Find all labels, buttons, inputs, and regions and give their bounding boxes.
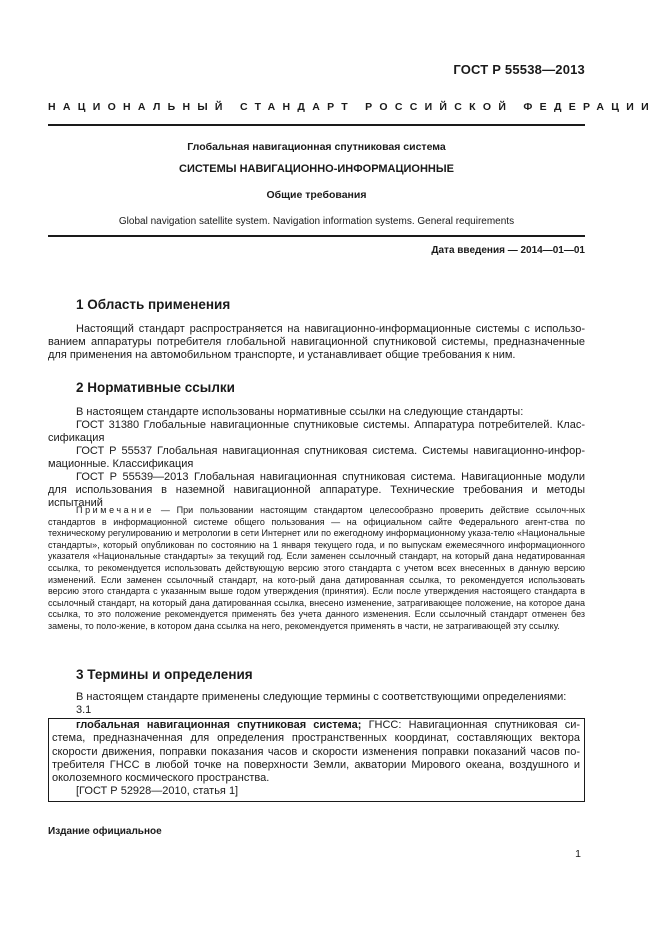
reference-item: ГОСТ 31380 Глобальные навигационные спутниковые системы. Аппаратура потребителей. Клас-сификация	[48, 419, 585, 444]
definition-source: [ГОСТ Р 52928—2010, статья 1]	[76, 785, 239, 798]
section2-intro: В настоящем стандарте использованы нормативные ссылки на следующие стандарты:	[76, 406, 524, 418]
english-title: Global navigation satellite system. Navigation information systems. General requirements	[118, 216, 515, 227]
introduction-date: Дата введения — 2014—01—01	[431, 245, 585, 256]
section3-heading: 3 Термины и определения	[76, 667, 253, 682]
section2-heading: 2 Нормативные ссылки	[76, 380, 235, 395]
definition-text: ГНСС: Навигационная спутниковая си-стема, предназначенная для определения пространственных координат, составляющих вектора скорости движения, поправки показания часов и скорости изменения поправки показаний часов по-требителя ГНСС в любой точке на поверхности Земли, акватории Мирового океана, воздушного и околоземного космического пространства.	[52, 719, 580, 785]
section1-body	[48, 323, 585, 362]
top-divider	[48, 124, 585, 126]
reference-item: ГОСТ Р 55539—2013 Глобальная навигационная спутниковая система. Навигационные модули для использования в наземной навигационной аппаратуре. Технические требования и методы испытаний	[48, 471, 585, 509]
national-standard-banner: НАЦИОНАЛЬНЫЙ СТАНДАРТ РОССИЙСКОЙ ФЕДЕРАЦИИ	[48, 101, 656, 113]
section1-heading: 1 Область применения	[76, 297, 231, 312]
note-text: — При пользовании настоящим стандартом целесообразно проверить действие ссылоч-ных стандартов в информационной системе общего пользования — на официальном сайте Федерального агент-ства по техническому регулированию и метрологии в сети Интернет или по ежегодному информационному указа-телю «Национальные стандарты», который опубликован по состоянию на 1 января текущего года, и по выпускам ежемесячного информационного указателя «Национальные стандарты» за текущий год. Если заменен ссылочный стандарт, на который дана недатированная ссылка, то рекомендуется использовать действующую версию этого стандарта с учетом всех внесенных в данную версию изменений. Если заменен ссылочный стандарт, на кото-рый дана датированная ссылка, то рекомендуется использовать версию этого стандарта с указанным выше годом утверждения (принятия). Если после утверждения настоящего стандарта в ссылочный стандарт, на который дана датированная ссылка, внесено изменение, затрагивающее положение, на которое дана ссылка, то это положение рекомендуется применять без учета данного изменения. Если ссылочный стандарт отменен без замены, то поло-жение, в котором дана ссылка на него, рекомендуется применять в части, не затрагивающей эту ссылку.	[48, 505, 585, 631]
definition-content	[52, 719, 580, 799]
note-label: Примечание	[76, 505, 155, 515]
section3-body	[48, 691, 585, 717]
term: глобальная навигационная спутниковая система;	[76, 719, 362, 731]
system-title: Глобальная навигационная спутниковая система	[187, 141, 446, 153]
reference-item: ГОСТ Р 55537 Глобальная навигационная спутниковая система. Системы навигационно-инфор-мационные. Классификация	[48, 445, 585, 470]
section3-intro: В настоящем стандарте применены следующие термины с соответствующими определениями:	[76, 691, 567, 703]
page-number: 1	[575, 848, 581, 860]
main-title: СИСТЕМЫ НАВИГАЦИОННО-ИНФОРМАЦИОННЫЕ	[179, 163, 454, 175]
edition-label: Издание официальное	[48, 826, 162, 837]
section2-body	[48, 406, 585, 510]
gost-code: ГОСТ Р 55538—2013	[453, 62, 585, 77]
item-number: 3.1	[76, 704, 92, 716]
section1-text: Настоящий стандарт распространяется на навигационно-информационные системы с использо-ванием аппаратуры потребителя глобальной навигационной спутниковой системы, предназначенные для применения на автомобильном транспорте, и устанавливает общие требования к ним.	[48, 323, 585, 361]
sub-title: Общие требования	[266, 189, 367, 201]
section2-note	[48, 505, 585, 633]
title-divider	[48, 235, 585, 237]
